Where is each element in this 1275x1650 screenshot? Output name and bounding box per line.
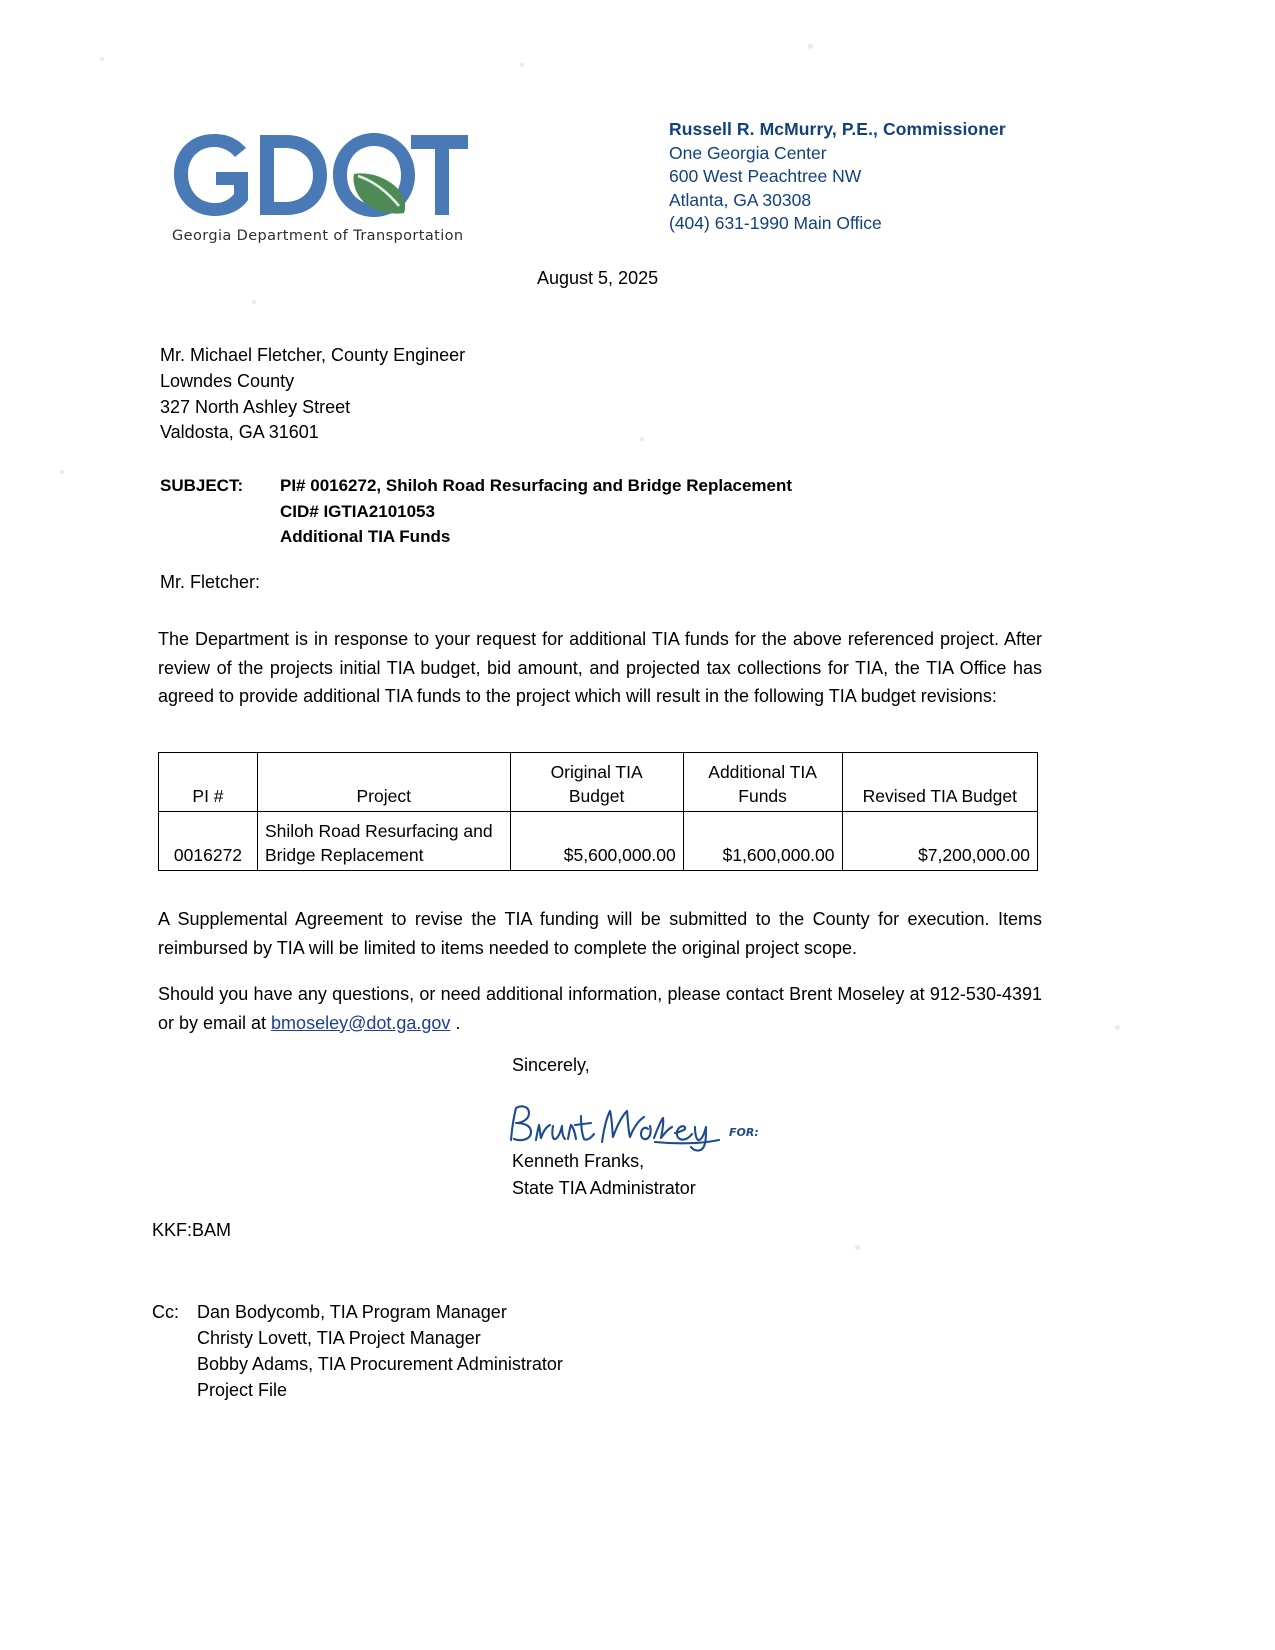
subject-block [160,473,792,550]
contact-text-after: . [450,1012,461,1033]
header-additional-funds-line1: Additional TIA [708,762,817,782]
scan-speck [252,300,256,304]
cell-project-line2: Bridge Replacement [264,845,424,865]
agency-address-line-3: Atlanta, GA 30308 [669,189,812,210]
gdot-logo-icon [168,128,468,228]
gdot-logo-tagline: Georgia Department of Transportation [172,228,464,244]
cc-item: Project File [197,1380,288,1400]
cc-item: Bobby Adams, TIA Procurement Administrator [197,1354,563,1374]
recipient-city-state-zip: Valdosta, GA 31601 [160,422,319,443]
recipient-org: Lowndes County [160,370,295,391]
header-project: Project [257,753,510,812]
letter-date: August 5, 2025 [537,268,659,288]
cc-label: Cc: [152,1302,179,1322]
signer-name: Kenneth Franks, [512,1151,645,1171]
header-additional-funds [683,753,842,812]
subject-lines [280,473,792,550]
cc-item: Christy Lovett, TIA Project Manager [197,1328,481,1348]
gdot-logo [168,128,468,228]
cell-project-name [257,812,510,871]
signer-title: State TIA Administrator [512,1177,696,1198]
signature-image [505,1096,765,1152]
cell-additional-funds: $1,600,000.00 [683,812,842,871]
subject-line-cid: CID# IGTIA2101053 [280,501,435,521]
subject-line-topic: Additional TIA Funds [280,527,451,546]
cc-list [197,1299,563,1403]
cell-project-line1: Shiloh Road Resurfacing and [264,821,493,841]
header-original-budget-line1: Original TIA [550,762,643,782]
scan-speck [1115,1025,1120,1030]
paragraph-contact [158,980,1042,1037]
subject-line-pi: PI# 0016272, Shiloh Road Resurfacing and Bridge Replacement [280,476,793,495]
table-body [159,812,1038,871]
cc-block [152,1299,563,1403]
header-original-budget [510,753,683,812]
cell-revised-budget: $7,200,000.00 [842,812,1037,871]
salutation: Mr. Fletcher: [160,572,261,592]
table-header [159,753,1038,812]
commissioner-name: Russell R. McMurry, P.E., Commissioner [669,119,1006,139]
signature-for-annotation: FOR: [729,1126,759,1139]
table-row [159,812,1038,871]
closing-salutation: Sincerely, [512,1055,590,1075]
header-pi: PI # [159,753,258,812]
cc-item: Dan Bodycomb, TIA Program Manager [197,1302,507,1322]
recipient-address-block [160,343,465,446]
subject-label: SUBJECT: [160,476,244,495]
recipient-name: Mr. Michael Fletcher, County Engineer [160,345,466,365]
paragraph-supplemental: A Supplemental Agreement to revise the TIA funding will be submitted to the County for execution. Items reimbursed by TIA will be limited to items needed to complete the original project scope. [158,909,1042,958]
agency-address-line-1: One Georgia Center [669,142,827,163]
author-initials: KKF:BAM [152,1220,232,1240]
recipient-street: 327 North Ashley Street [160,396,351,417]
scan-speck [855,1245,860,1250]
cell-original-budget: $5,600,000.00 [510,812,683,871]
table-header-row [159,753,1038,812]
letterhead [0,0,1275,260]
tia-budget-table [158,752,1038,871]
commissioner-address-block [669,118,1006,236]
header-revised-budget: Revised TIA Budget [842,753,1037,812]
scan-speck [60,470,64,474]
cell-pi-number: 0016272 [159,812,258,871]
contact-text-before: Should you have any questions, or need additional information, please contact Brent Moseley at 912-530-4391 or by email at [158,984,1042,1033]
scan-speck [640,437,644,441]
agency-address-line-2: 600 West Peachtree NW [669,166,862,186]
signer-block [512,1148,696,1201]
contact-email-link[interactable]: bmoseley@dot.ga.gov [271,1012,451,1033]
agency-phone: (404) 631-1990 Main Office [669,213,882,233]
paragraph-intro: The Department is in response to your request for additional TIA funds for the above referenced project. After review of the projects initial TIA budget, bid amount, and projected tax collections for TIA, the TIA Office has agreed to provide additional TIA funds to the project which will result in the following TIA budget revisions: [158,629,1042,706]
header-additional-funds-line2: Funds [738,786,787,806]
header-original-budget-line2: Budget [568,786,625,806]
